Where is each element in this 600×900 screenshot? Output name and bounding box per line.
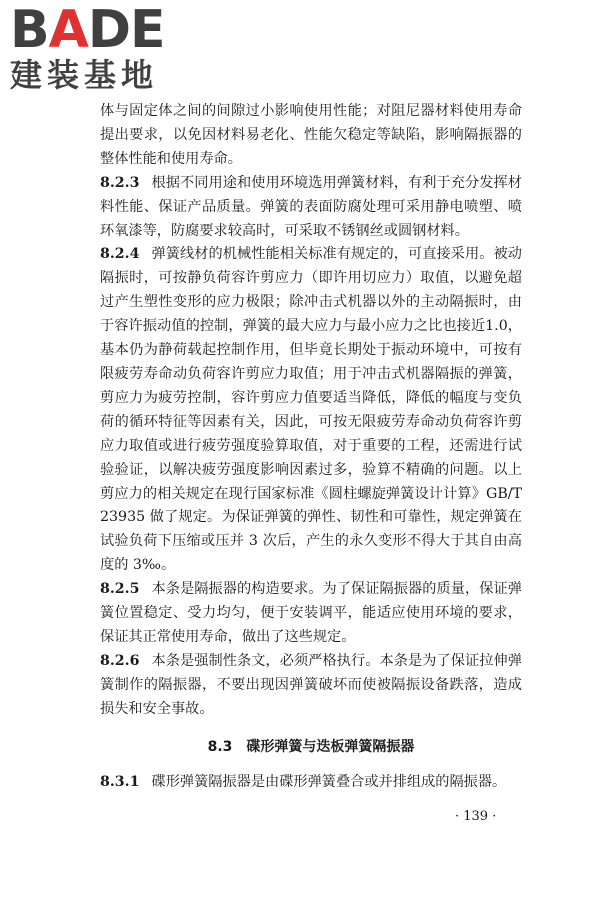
clause-text: 根据不同用途和使用环境选用弹簧材料，有利于充分发挥材料性能、保证产品质量。弹簧的表面防腐处理可采用静电喷塑、喷环氧漆等，防腐要求较高时，可采取不锈钢丝或圆钢材料。 (100, 174, 522, 239)
clause-8-2-4 (100, 243, 522, 578)
bade-logo (10, 0, 175, 94)
logo-subtitle: 建装基地 (10, 56, 159, 94)
logo-letters-de: DE (87, 0, 165, 60)
logo-wordmark (10, 0, 175, 60)
section-title: 碟形弹簧与迭板弹簧隔振器 (246, 738, 415, 755)
clause-8-2-3 (100, 172, 522, 244)
section-heading-8-3 (100, 736, 522, 760)
clause-8-2-6 (100, 650, 522, 722)
clause-8-2-5 (100, 578, 522, 650)
clause-number: 8.2.5 (100, 581, 140, 598)
clause-text: 本条是强制性条文，必须严格执行。本条是为了保证拉伸弹簧制作的隔振器，不要出现因弹簧破坏而使被隔振设备跌落，造成损失和安全事故。 (100, 652, 522, 717)
paragraph-intro (100, 100, 522, 172)
clause-text: 碟形弹簧隔振器是由碟形弹簧叠合或并排组成的隔振器。 (151, 774, 507, 791)
clause-8-3-1 (100, 771, 522, 795)
clause-text: 本条是隔振器的构造要求。为了保证隔振器的质量，保证弹簧位置稳定、受力均匀，便于安装调平，能适应使用环境的要求，保证其正常使用寿命，做出了这些规定。 (100, 581, 522, 645)
section-number: 8.3 (207, 738, 233, 755)
clause-text: 弹簧线材的机械性能相关标准有规定的，可直接采用。被动隔振时，可按静负荷容许剪应力（即许用切应力）取值，以避免超过产生塑性变形的应力极限；除冲击式机器以外的主动隔振时，由于容许振动值的控制，弹簧的最大应力与最小应力之比也接近1.0，基本仍为静荷载起控制作用，但毕竟长期处于振动环境中，可按有限疲劳寿命动负荷容许剪应力取值；用于冲击式机器隔振的弹簧，剪应力为疲劳控制，容许剪应力值要适当降低，降低的幅度与变负荷的循环特征等因素有关，因此，可按无限疲劳寿命动负荷容许剪应力取值或进行疲劳强度验算取值，对于重要的工程，还需进行试验验证，以解决疲劳强度影响因素过多，验算不精确的问题。以上剪应力的相关规定在现行国家标准《圆柱螺旋弹簧设计计算》GB/T 23935 做了规定。为保证弹簧的弹性、韧性和可靠性，规定弹簧在试验负荷下压缩或压并 3 次后，产生的永久变形不得大于其自由高度的 3‰。 (100, 246, 522, 574)
paragraph-text: 体与固定体之间的间隙过小影响使用性能；对阻尼器材料使用寿命提出要求，以免因材料易老化、性能欠稳定等缺陷，影响隔振器的整体性能和使用寿命。 (100, 103, 522, 167)
clause-number: 8.2.3 (100, 174, 140, 191)
clause-number: 8.3.1 (100, 774, 140, 791)
document-body (100, 100, 522, 795)
clause-number: 8.2.6 (100, 652, 140, 669)
clause-number: 8.2.4 (100, 246, 140, 263)
page-number: · 139 · (455, 809, 497, 824)
logo-letter-a: A (48, 0, 88, 60)
logo-letter-b: B (10, 0, 49, 60)
